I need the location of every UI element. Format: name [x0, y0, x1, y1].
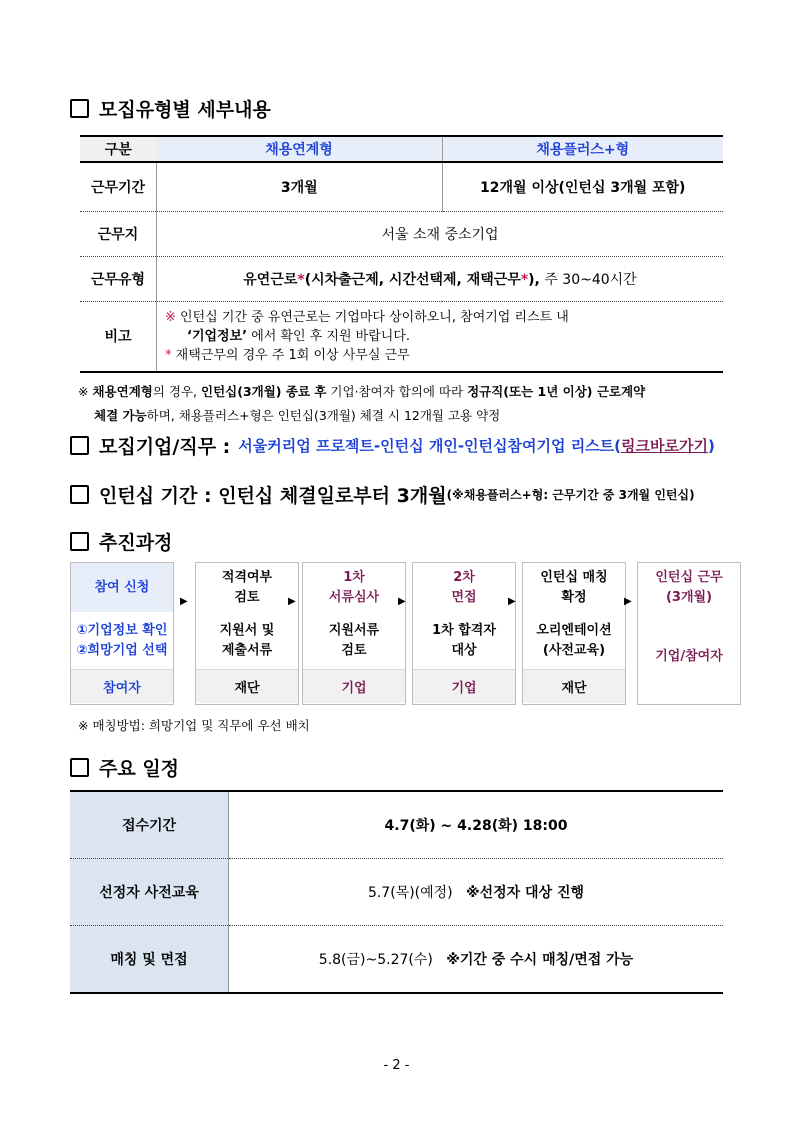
process-step: [637, 562, 741, 705]
checkbox-icon: [70, 532, 89, 551]
desc-text: 서울커리업 프로젝트-인턴십 개인-인턴십참여기업 리스트(: [238, 437, 622, 455]
table-row: [70, 791, 723, 859]
step-title: 1차 서류심사: [328, 569, 380, 605]
row-label: 근무유형: [80, 256, 157, 301]
section-desc: [238, 435, 621, 456]
schedule-value: [229, 926, 724, 994]
section-heading-internship-period: [70, 481, 695, 508]
section-title: 추진과정: [99, 532, 173, 554]
worktype-paren: (시차출근제, 시간선택제, 재택근무: [304, 271, 521, 288]
note-text: 하며, 채용플러스+형은 인턴십(3개월) 체결 시 12개월 고용 약정: [146, 408, 501, 423]
step-owner: 참여자: [71, 669, 173, 703]
arrow-right-icon: ▶: [508, 596, 516, 607]
company-list-link[interactable]: 링크바로가기: [621, 437, 708, 455]
remark-text: 재택근무의 경우 주 1회 이상 사무실 근무: [175, 347, 410, 363]
section-title: 인턴십 기간 : 인턴십 체결일로부터 3개월: [99, 485, 447, 507]
schedule-label: 선정자 사전교육: [70, 859, 229, 926]
header-cell-type1: 채용연계형: [157, 136, 443, 162]
schedule-label: 매칭 및 면접: [70, 926, 229, 994]
step-title: 인턴십 매칭 확정: [540, 569, 608, 605]
schedule-value: [229, 859, 724, 926]
cell-value: 서울 소재 중소기업: [157, 211, 724, 256]
arrow-right-icon: ▶: [288, 596, 296, 607]
note-bold: 체결 가능: [94, 408, 147, 423]
schedule-extra: ※선정자 대상 진행: [466, 885, 585, 901]
step-detail: ①기업정보 확인 ②희망기업 선택: [76, 622, 168, 658]
schedule-table: [70, 790, 723, 994]
note-text: 기업·참여자 합의에 따라: [326, 384, 468, 399]
page-number: - 2 -: [383, 1058, 410, 1073]
section-heading-recruit-types: [70, 95, 271, 122]
note-bold: 정규직(또는 1년 이상) 근로계약: [467, 384, 646, 399]
section-title: 모집기업/직무 :: [99, 436, 231, 458]
step-owner: 재단: [523, 669, 625, 703]
section-sub: (※채용플러스+형: 근무기간 중 3개월 인턴십): [446, 488, 695, 502]
worktype-main: 유연근로: [243, 271, 298, 288]
note-bold: 인턴십(3개월) 종료 후: [201, 384, 327, 399]
note-line: [78, 380, 645, 404]
schedule-value: [229, 791, 724, 859]
step-detail: 지원서 및 제출서류: [219, 622, 275, 658]
reference-mark: ※: [165, 309, 176, 325]
note-text: 의 경우,: [152, 384, 202, 399]
close-paren: ): [707, 436, 715, 455]
contract-note: [78, 380, 645, 428]
asterisk-mark: *: [165, 347, 172, 363]
table-row: [80, 256, 723, 301]
star-mark: *: [520, 271, 529, 288]
table-row: [70, 859, 723, 926]
section-heading-companies: [70, 432, 715, 459]
table-header-row: [80, 136, 723, 162]
star-mark: *: [297, 271, 305, 288]
process-step: [412, 562, 516, 705]
checkbox-icon: [70, 436, 89, 455]
row-label: 근무지: [80, 211, 157, 256]
checkbox-icon: [70, 99, 89, 118]
note-line: [78, 404, 645, 428]
table-row: [80, 211, 723, 256]
step-title: 참여 신청: [71, 563, 173, 612]
step-owner: 기업: [413, 669, 515, 703]
section-heading-schedule: [70, 754, 179, 781]
arrow-right-icon: ▶: [398, 596, 406, 607]
desc-close: [708, 437, 715, 455]
remark-line: [165, 327, 723, 346]
process-step: [195, 562, 299, 705]
process-step: [70, 562, 174, 705]
step-title: 2차 면접: [451, 569, 477, 605]
table-row: [80, 301, 723, 372]
step-detail: 지원서류 검토: [328, 622, 380, 658]
matching-note: ※ 매칭방법: 희망기업 및 직무에 우선 배치: [78, 718, 310, 733]
step-detail: 오리엔테이션 (사전교육): [536, 622, 612, 658]
header-cell: 구분: [80, 136, 157, 162]
section-title: 주요 일정: [99, 758, 180, 780]
schedule-date: 4.7(화) ~ 4.28(화) 18:00: [384, 818, 568, 834]
step-title: 적격여부 검토: [221, 569, 273, 605]
cell-value: 3개월: [157, 162, 443, 211]
table-row: [80, 162, 723, 211]
step-title: 인턴십 근무 (3개월): [655, 569, 723, 605]
checkbox-icon: [70, 485, 89, 504]
schedule-extra: ※기간 중 수시 매칭/면접 가능: [446, 952, 634, 968]
step-detail: 기업/참여자: [655, 649, 723, 664]
step-detail: 1차 합격자 대상: [432, 622, 496, 658]
remark-bold: ‘기업정보’: [187, 328, 248, 344]
remark-line: [165, 346, 723, 365]
section-heading-process: [70, 528, 172, 555]
arrow-right-icon: ▶: [180, 596, 188, 607]
step-owner: 기업: [303, 669, 405, 703]
process-step: [522, 562, 626, 705]
remark-cell: [157, 301, 724, 372]
table-row: [70, 926, 723, 994]
row-label: 근무기간: [80, 162, 157, 211]
schedule-label: 접수기간: [70, 791, 229, 859]
remark-text: 인턴십 기간 중 유연근로는 기업마다 상이하오니, 참여기업 리스트 내: [180, 309, 569, 325]
checkbox-icon: [70, 758, 89, 777]
remark-line: [165, 308, 723, 327]
row-label: 비고: [80, 301, 157, 372]
schedule-date: 5.8(금)~5.27(수): [318, 952, 433, 968]
schedule-date: 5.7(목)(예정): [367, 885, 453, 901]
header-cell-type2: 채용플러스+형: [442, 136, 723, 162]
arrow-right-icon: ▶: [624, 596, 632, 607]
step-owner: 재단: [196, 669, 298, 703]
note-mark: ※: [78, 384, 89, 399]
cell-value: 12개월 이상(인턴십 3개월 포함): [442, 162, 723, 211]
remark-text: 에서 확인 후 지원 바랍니다.: [251, 328, 411, 344]
worktype-tail: 주 30~40시간: [544, 271, 637, 288]
section-title: 모집유형별 세부내용: [99, 99, 271, 121]
process-step: [302, 562, 406, 705]
cell-value: [157, 256, 724, 301]
recruit-type-table: [80, 135, 723, 373]
note-bold: 채용연계형: [92, 384, 153, 399]
worktype-paren-close: ),: [528, 271, 540, 288]
